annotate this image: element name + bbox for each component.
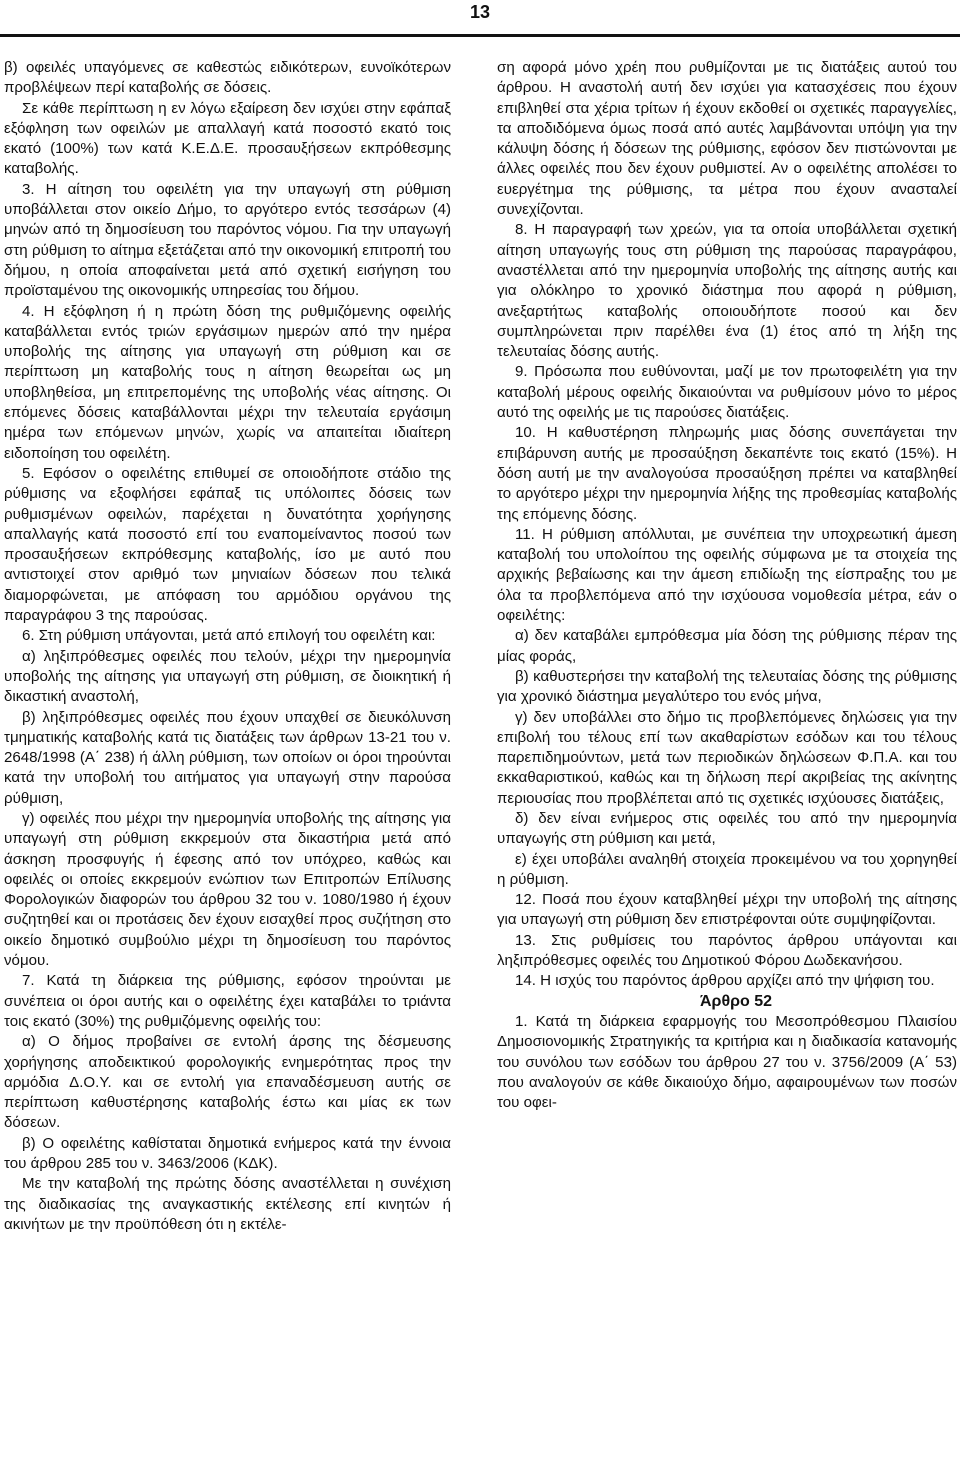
paragraph: 10. Η καθυστέρηση πληρωμής μιας δόσης συνεπάγεται την επιβάρυνση αυτής με προσαύξηση δεκαπέντε τοις εκατό (15%). Η δόση αυτή με την αναλογούσα προσαύξηση πρέπει να καταβληθεί το αργότερο μέχρι την ημερομηνία λήξης της προθεσμίας καταβολής της επόμενης δόσης. bbox=[497, 424, 957, 523]
paragraph: Σε κάθε περίπτωση η εν λόγω εξαίρεση δεν ισχύει στην εφάπαξ εξόφληση των οφειλών με απαλλαγή κατά ποσοστό εκατό τοις εκατό (100%) των κατά Κ.Ε.Δ.Ε. προσαυξήσεων εκπρόθεσμης καταβολής. bbox=[4, 99, 451, 178]
paragraph: 7. Κατά τη διάρκεια της ρύθμισης, εφόσον τηρούνται με συνέπεια οι όροι αυτής και ο οφειλέτης έχει καταβάλει το τριάντα τοις εκατό (30%) της ρυθμιζόμενης οφειλής του: bbox=[4, 972, 451, 1030]
paragraph: ση αφορά μόνο χρέη που ρυθμίζονται με τις διατάξεις αυτού του άρθρου. Η αναστολή αυτή δεν ισχύει για κατασχέσεις που έχουν επιβληθεί στα χέρια τρίτων ή έχουν εκδοθεί οι σχετικές παραγγελίες, τα αποδιδόμενα όμως ποσά από αυτές λαμβάνονται υπόψη για την κάλυψη δόσης ή δόσεων της ρύθμισης, εφόσον δεν πιστώνονται με άλλες οφειλές που δεν έχουν ρυθμιστεί. Αν ο οφειλέτης απολέσει το ευεργέτημα της ρύθμισης, τα μέτρα που έχουν ανασταλεί συνεχίζονται. bbox=[497, 59, 957, 219]
paragraph: 8. Η παραγραφή των χρεών, για τα οποία υποβάλλεται σχετική αίτηση υπαγωγής τους στη ρύθμιση της παρούσας παραγράφου, αναστέλλεται από την ημερομηνία υποβολής της αίτησης αυτής και για ολόκληρο το χρονικό διάστημα που αφορά η ρύθμιση, ανεξαρτήτως καταβολής οποιουδήποτε ποσού και δεν συμπληρώνεται πριν παρέλθει ένα (1) έτος από τη λήξη της τελευταίας δόσης αυτής. bbox=[497, 221, 957, 361]
paragraph: ε) έχει υποβάλει αναληθή στοιχεία προκειμένου να του χορηγηθεί η ρύθμιση. bbox=[497, 850, 957, 888]
paragraph: 11. Η ρύθμιση απόλλυται, με συνέπεια την υποχρεωτική άμεση καταβολή του υπολοίπου της οφειλής σύμφωνα με τα στοιχεία της αρχικής βεβαίωσης και την άμεση επιδίωξη της είσπραξης του με όλα τα προβλεπόμενα από την ισχύουσα νομοθεσία μέτρα, εάν ο οφειλέτης: bbox=[497, 525, 957, 625]
paragraph: α) δεν καταβάλει εμπρόθεσμα μία δόση της ρύθμισης πέραν της μίας φοράς, bbox=[497, 627, 957, 665]
paragraph: 6. Στη ρύθμιση υπάγονται, μετά από επιλογή του οφειλέτη και: bbox=[22, 627, 436, 645]
paragraph: Με την καταβολή της πρώτης δόσης αναστέλλεται η συνέχιση της διαδικασίας της αναγκαστικής εκτέλεσης επί κινητών ή ακινήτων με την προϋπόθεση ότι η εκτέλε- bbox=[4, 1175, 451, 1233]
paragraph: 5. Εφόσον ο οφειλέτης επιθυμεί σε οποιοδήποτε στάδιο της ρύθμισης να εξοφλήσει εφάπαξ τις υπόλοιπες δόσεις των ρυθμισμένων οφειλών, παρέχεται η δυνατότητα χορήγησης απαλλαγής κατά ποσοστό επί του εναπομείναντος ποσού των προσαυξήσεων εκπρόθεσμης καταβολής, ίσο με αυτό που αντιστοιχεί στον αριθμό των μηνιαίων δόσεων που τελικά διαμορφώνεται, με απόφαση του αρμόδιου οργάνου της παραγράφου 3 της παρούσας. bbox=[4, 464, 451, 625]
paragraph: 4. Η εξόφληση ή η πρώτη δόση της ρυθμιζόμενης οφειλής καταβάλλεται εντός τριών εργάσιμων ημερών από την ημέρα υποβολής της αίτησης για υπαγωγή στη ρύθμιση και σε περίπτωση μη καταβολής τους η αίτηση θεωρείται ως μη υποβληθείσα, μη επιτρεπομένης της υποβολής νέας αίτησης. Οι επόμενες δόσεις καταβάλλονται μέχρι την τελευταία εργάσιμη ημέρα των επόμενων μηνών, χωρίς να απαιτείται ιδιαίτερη ειδοποίηση του οφειλέτη. bbox=[4, 302, 451, 462]
paragraph: β) οφειλές υπαγόμενες σε καθεστώς ειδικότερων, ευνοϊκότερων προβλέψεων περί καταβολής σε δόσεις. bbox=[4, 59, 451, 97]
paragraph: 3. Η αίτηση του οφειλέτη για την υπαγωγή στη ρύθμιση υποβάλλεται στον οικείο Δήμο, το αργότερο εντός τεσσάρων (4) μηνών από τη δημοσίευση του παρόντος νόμου. Για την υπαγωγή στη ρύθμιση το αίτημα εξετάζεται από την οικονομική επιτροπή του δήμου, η οποία αποφαίνεται μετά από σχετική εισήγηση του προϊσταμένου της οικονομικής υπηρεσίας του δήμου. bbox=[4, 180, 451, 300]
paragraph: β) ληξιπρόθεσμες οφειλές που έχουν υπαχθεί σε διευκόλυνση τμηματικής καταβολής κατά τις διατάξεις των άρθρων 13-21 του ν. 2648/1998 (Α΄ 238) ή άλλη ρύθμιση, των οποίων οι όροι τηρούνται κατά την υποβολή του αιτήματος για υπαγωγή στην παρούσα ρύθμιση, bbox=[4, 708, 451, 807]
left-column bbox=[4, 58, 451, 1235]
article-heading: Άρθρο 52 bbox=[699, 992, 772, 1010]
paragraph: 13. Στις ρυθμίσεις του παρόντος άρθρου υπάγονται και ληξιπρόθεσμες οφειλές του Δημοτικού Φόρου Δωδεκανήσου. bbox=[497, 931, 957, 970]
paragraph: 1. Κατά τη διάρκεια εφαρμογής του Μεσοπρόθεσμου Πλαισίου Δημοσιονομικής Στρατηγικής τα κριτήρια και η διαδικασία κατανομής του συνόλου των εσόδων του άρθρου 27 του ν. 3756/2009 (Α΄ 53) που αναλογούν σε κάθε δικαιούχο δήμο, αφαιρουμένων των ποσών του οφει- bbox=[497, 1012, 957, 1112]
paragraph: γ) οφειλές που μέχρι την ημερομηνία υποβολής της αίτησης για υπαγωγή στη ρύθμιση εκκρεμούν στα δικαστήρια μετά από άσκηση προσφυγής ή έφεσης από τον υπόχρεο, καθώς και οφειλές οι οποίες εκκρεμούν ενώπιον των Επιτροπών Επίλυσης Φορολογικών διαφορών του άρθρου 32 του ν. 1080/1980 ή έχουν συζητηθεί και οι προτάσεις δεν έχουν εισαχθεί προς συζήτηση στο οικείο δημοτικό συμβούλιο μέχρι τη δημοσίευση του παρόντος νόμου. bbox=[4, 809, 451, 970]
paragraph: δ) δεν είναι ενήμερος στις οφειλές του από την ημερομηνία υπαγωγής στη ρύθμιση και μετά, bbox=[497, 809, 957, 848]
paragraph: 12. Ποσά που έχουν καταβληθεί μέχρι την υποβολή της αίτησης για υπαγωγή στη ρύθμιση δεν επιστρέφονται ούτε συμψηφίζονται. bbox=[497, 891, 957, 929]
paragraph: β) Ο οφειλέτης καθίσταται δημοτικά ενήμερος κατά την έννοια του άρθρου 285 του ν. 3463/2006 (ΚΔΚ). bbox=[4, 1134, 451, 1173]
right-column bbox=[497, 58, 957, 1113]
header-rule bbox=[0, 34, 960, 37]
page-number: 13 bbox=[469, 2, 490, 22]
paragraph: β) καθυστερήσει την καταβολή της τελευταίας δόσης της ρύθμισης για χρονικό διάστημα μεγαλύτερο του ενός μήνα, bbox=[497, 667, 957, 706]
paragraph: γ) δεν υποβάλλει στο δήμο τις προβλεπόμενες δηλώσεις για την επιβολή του τέλους επί των ακαθαρίστων εσόδων και του τέλους παρεπιδημούντων, μετά των περιοδικών δηλώσεων Φ.Π.Α. και του εκκαθαριστικού, καθώς και τη δήλωση περί ακριβείας της ακίνητης περιουσίας που προβλέπεται από τις σχετικές ισχύουσες διατάξεις, bbox=[497, 708, 957, 807]
paragraph: α) Ο δήμος προβαίνει σε εντολή άρσης της δέσμευσης χορήγησης αποδεικτικού φορολογικής ενημερότητας προς την αρμόδια Δ.Ο.Υ. και σε εντολή για επαναδέσμευση αυτής σε περίπτωση καθυστέρησης καταβολής έστω και μίας εκ των δόσεων. bbox=[4, 1033, 451, 1132]
paragraph: 14. Η ισχύς του παρόντος άρθρου αρχίζει από την ψήφιση του. bbox=[515, 972, 935, 990]
paragraph: 9. Πρόσωπα που ευθύνονται, μαζί με τον πρωτοφειλέτη για την καταβολή μέρους οφειλής δικαιούνται να ρυθμίσουν μόνο το μέρος αυτό της οφειλής με τις παρούσες διατάξεις. bbox=[497, 363, 957, 422]
paragraph: α) ληξιπρόθεσμες οφειλές που τελούν, μέχρι την ημερομηνία υποβολής της αίτησης για υπαγωγή στη ρύθμιση, σε διοικητική ή δικαστική αναστολή, bbox=[4, 647, 451, 706]
